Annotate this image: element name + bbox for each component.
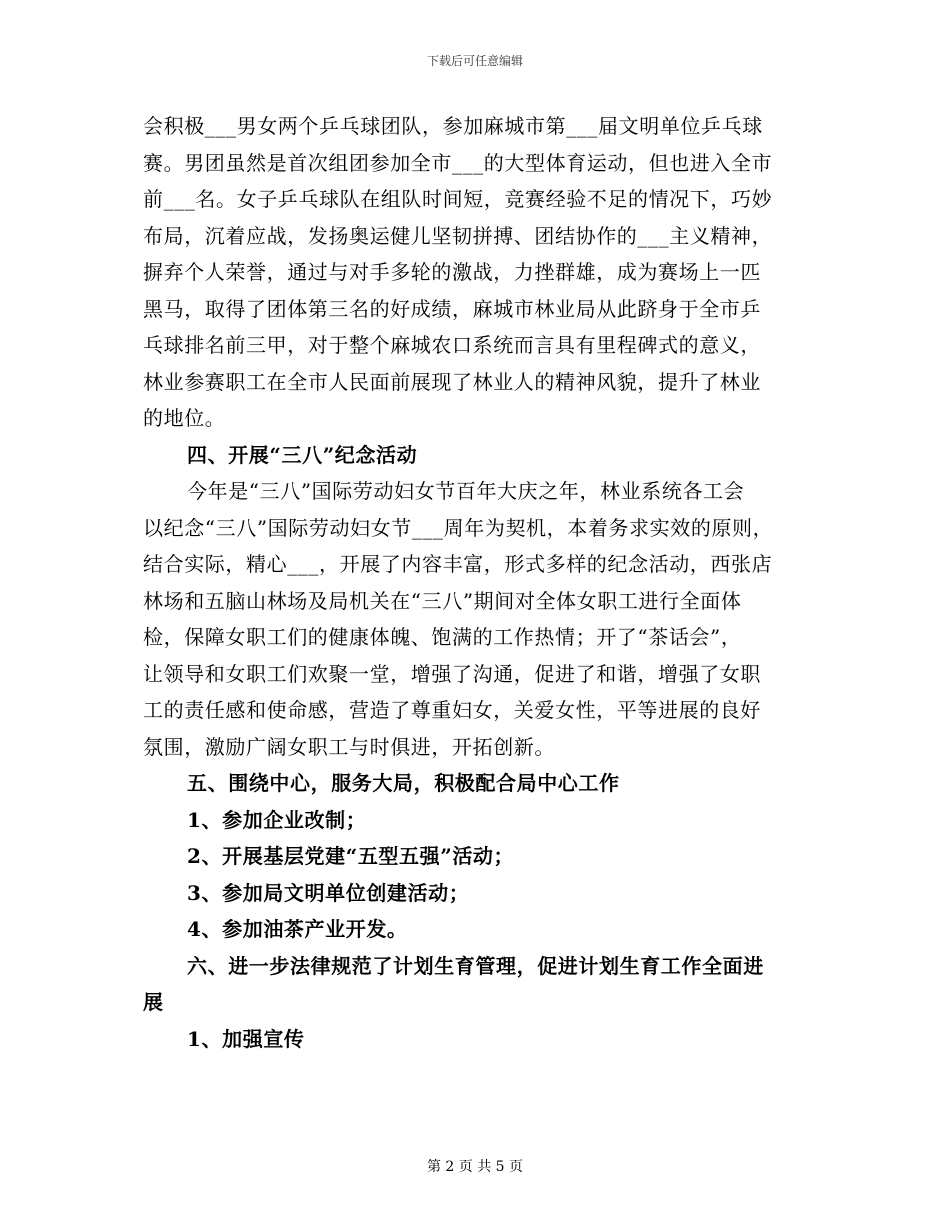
body-line-3: 前___名。女子乒乓球队在组队时间短，竞赛经验不足的情况下，巧妙 <box>143 187 773 211</box>
body-line-2: 赛。男团虽然是首次组团参加全市___的大型体育运动，但也进入全市 <box>143 150 773 175</box>
body-line-14: 林场和五脑山林场及局机关在“三八”期间对全体女职工进行全面体 <box>143 588 742 613</box>
section-heading-6: 六、进一步法律规范了计划生育管理，促进计划生育工作全面进 <box>187 953 764 978</box>
section-heading-5: 五、围绕中心，服务大局，积极配合局中心工作 <box>187 771 620 795</box>
body-line-9: 的地位。 <box>143 406 226 430</box>
section-heading-4: 四、开展“三八”纪念活动 <box>187 442 418 467</box>
page-footer: 第 2 页 共 5 页 <box>426 1159 524 1175</box>
list-item-2: 2、开展基层党建“五型五强”活动； <box>187 844 515 868</box>
body-line-4: 布局，沉着应战，发扬奥运健儿坚韧拼搏、团结协作的___主义精神， <box>143 223 773 248</box>
document-body <box>143 108 808 1057</box>
body-line-6: 黑马，取得了团体第三名的好成绩，麻城市林业局从此跻身于全市乒 <box>143 296 761 321</box>
body-line-7: 乓球排名前三甲，对于整个麻城农口系统而言具有里程碑式的意义， <box>143 333 761 357</box>
body-line-1: 会积极___男女两个乒乓球团队，参加麻城市第___届文明单位乒乓球 <box>143 114 763 138</box>
list-item-4: 4、参加油茶产业开发。 <box>187 917 408 941</box>
body-line-11: 今年是“三八”国际劳动妇女节百年大庆之年，林业系统各工会 <box>187 479 745 503</box>
list-item-3: 3、参加局文明单位创建活动； <box>187 880 470 905</box>
body-line-8: 林业参赛职工在全市人民面前展现了林业人的精神风貌，提升了林业 <box>143 369 761 394</box>
subsection-heading-1: 1、加强宣传 <box>187 1026 305 1051</box>
body-line-15: 检，保障女职工们的健康体魄、饱满的工作热情；开了“茶话会”， <box>143 625 742 649</box>
list-item-1: 1、参加企业改制； <box>187 807 367 832</box>
body-line-16: 让领导和女职工们欢聚一堂，增强了沟通，促进了和谐，增强了女职 <box>143 661 761 686</box>
body-line-5: 摒弃个人荣誉，通过与对手多轮的激战，力挫群雄，成为赛场上一匹 <box>143 260 761 284</box>
body-line-18: 氛围，激励广阔女职工与时俱进，开拓创新。 <box>143 734 555 759</box>
body-line-17: 工的责任感和使命感，营造了尊重妇女，关爱女性，平等进展的良好 <box>143 698 761 722</box>
page-header: 下载后可任意编辑 <box>426 54 523 68</box>
body-line-12: 以纪念“三八”国际劳动妇女节___周年为契机，本着务求实效的原则， <box>143 515 774 540</box>
section-heading-6-continued: 展 <box>143 990 164 1014</box>
body-line-13: 结合实际，精心___，开展了内容丰富，形式多样的纪念活动，西张店 <box>143 552 773 576</box>
